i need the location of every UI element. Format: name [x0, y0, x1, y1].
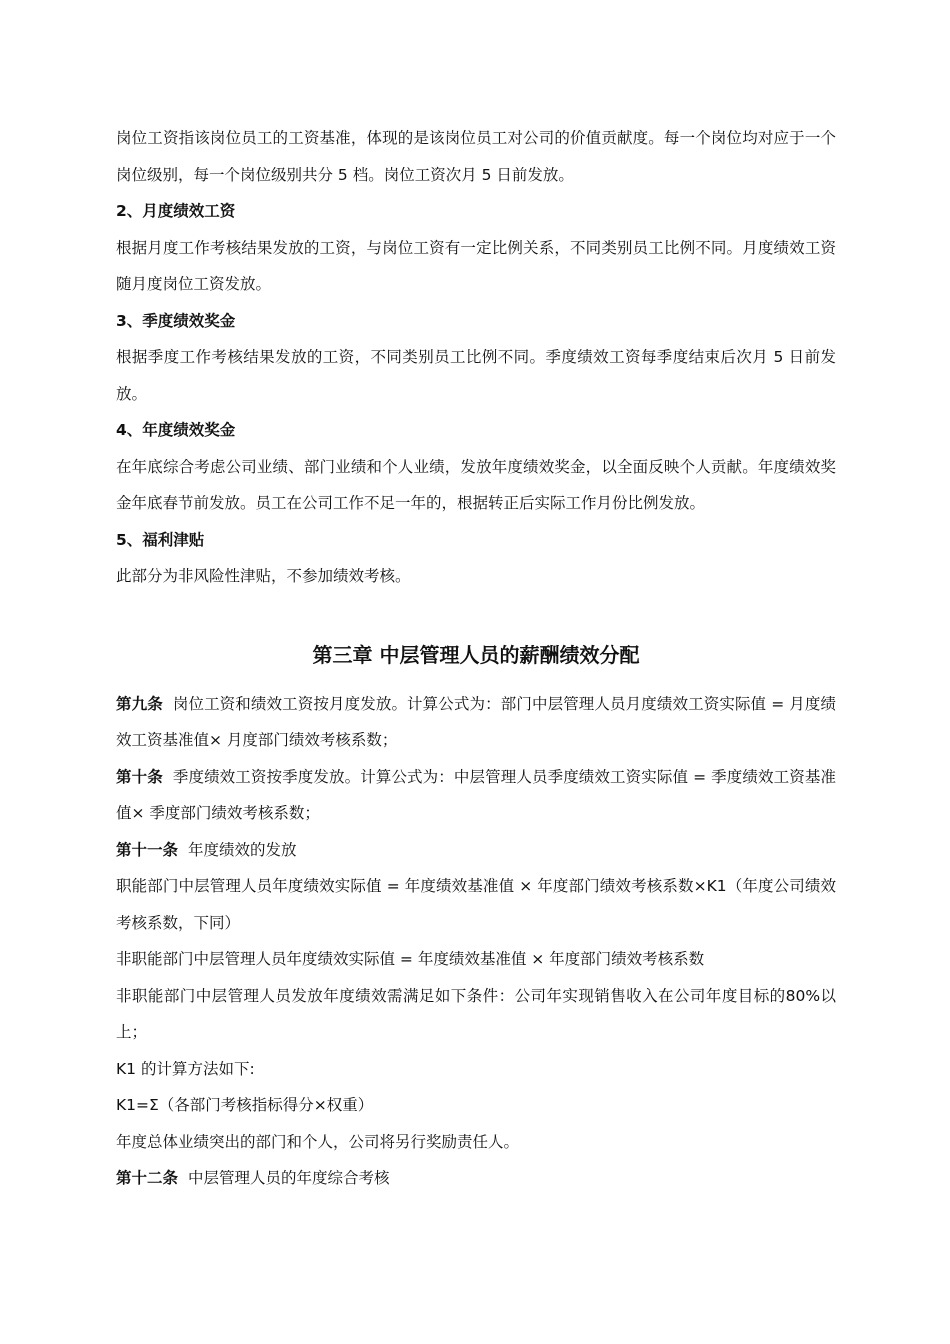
article-9-text: 岗位工资和绩效工资按月度发放。计算公式为：部门中层管理人员月度绩效工资实际值 = 月度绩效工资基准值× 月度部门绩效考核系数；	[116, 694, 836, 749]
article-11	[116, 832, 836, 869]
base-salary-paragraph: 岗位工资指该岗位员工的工资基准，体现的是该岗位员工对公司的价值贡献度。每一个岗位均对应于一个岗位级别，每一个岗位级别共分 5 档。岗位工资次月 5 日前发放。	[116, 129, 836, 184]
article-9	[116, 686, 836, 759]
article-11-label: 第十一条	[116, 840, 179, 859]
article-11-text: 年度绩效的发放	[188, 840, 297, 859]
monthly-performance-paragraph: 根据月度工作考核结果发放的工资，与岗位工资有一定比例关系，不同类别员工比例不同。月度绩效工资随月度岗位工资发放。	[116, 238, 836, 293]
k1-method-intro: K1 的计算方法如下:	[116, 1059, 255, 1078]
document-body	[116, 120, 836, 1197]
article-9-label: 第九条	[116, 694, 163, 713]
article-10-text: 季度绩效工资按季度发放。计算公式为：中层管理人员季度绩效工资实际值 = 季度绩效工资基准值× 季度部门绩效考核系数；	[116, 767, 836, 822]
non-functional-dept-condition: 非职能部门中层管理人员发放年度绩效需满足如下条件：公司年实现销售收入在公司年度目标的80%以上；	[116, 986, 836, 1041]
outstanding-reward-note: 年度总体业绩突出的部门和个人，公司将另行奖励责任人。	[116, 1132, 520, 1151]
monthly-performance-heading: 2、月度绩效工资	[116, 202, 236, 220]
annual-bonus-heading: 4、年度绩效奖金	[116, 421, 236, 439]
welfare-allowance-paragraph: 此部分为非风险性津贴，不参加绩效考核。	[116, 567, 411, 585]
quarterly-bonus-heading: 3、季度绩效奖金	[116, 311, 236, 330]
article-10	[116, 759, 836, 832]
quarterly-bonus-paragraph: 根据季度工作考核结果发放的工资，不同类别员工比例不同。季度绩效工资每季度结束后次月 5 日前发放。	[116, 348, 836, 403]
article-12	[116, 1160, 836, 1197]
article-10-label: 第十条	[116, 767, 163, 786]
article-12-label: 第十二条	[116, 1169, 179, 1187]
article-12-text: 中层管理人员的年度综合考核	[188, 1169, 390, 1187]
annual-bonus-paragraph: 在年底综合考虑公司业绩、部门业绩和个人业绩，发放年度绩效奖金，以全面反映个人贡献。年度绩效奖金年底春节前发放。员工在公司工作不足一年的，根据转正后实际工作月份比例发放。	[116, 457, 836, 512]
k1-formula: K1=Σ（各部门考核指标得分×权重）	[116, 1096, 374, 1114]
chapter-title: 第三章 中层管理人员的薪酬绩效分配	[312, 642, 640, 667]
functional-dept-formula: 职能部门中层管理人员年度绩效实际值 = 年度绩效基准值 × 年度部门绩效考核系数×K1（年度公司绩效考核系数，下同）	[116, 877, 836, 932]
non-functional-dept-formula: 非职能部门中层管理人员年度绩效实际值 = 年度绩效基准值 × 年度部门绩效考核系数	[116, 950, 705, 968]
welfare-allowance-heading: 5、福利津贴	[116, 530, 205, 549]
